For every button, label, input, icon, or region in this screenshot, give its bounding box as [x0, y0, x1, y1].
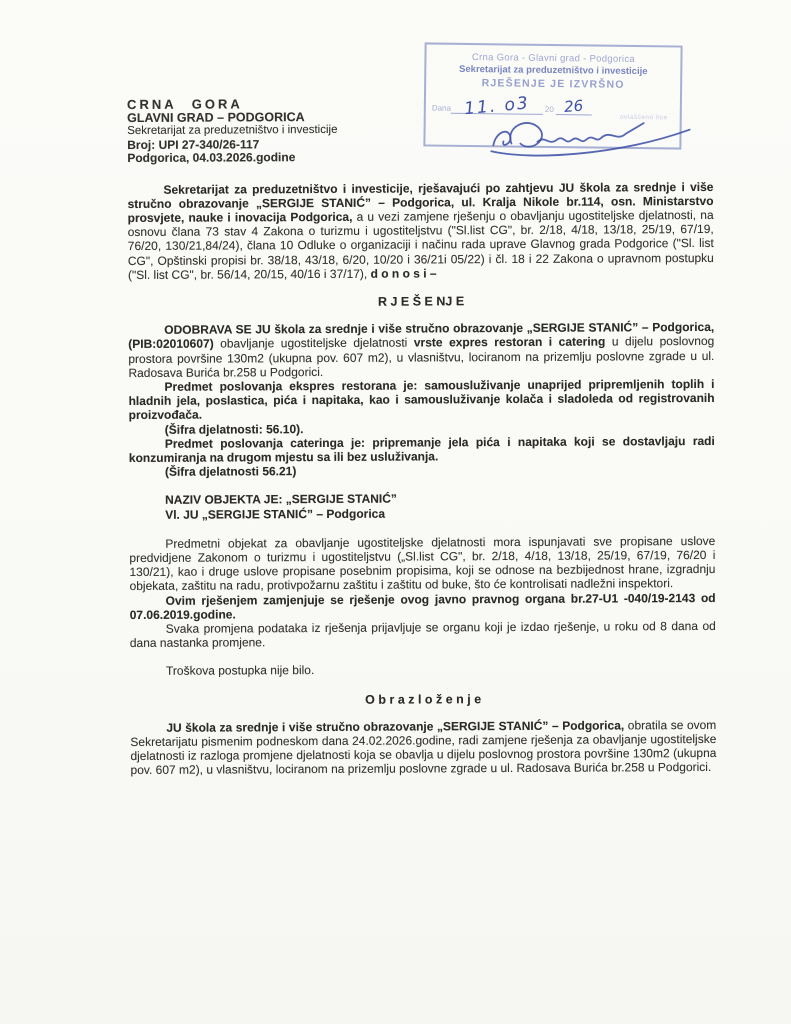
stamp-year-prefix: 20	[544, 104, 554, 115]
bold-text-run: vrste expres restoran i catering	[413, 334, 606, 350]
text-run: Troškova postupka nije bilo.	[165, 663, 315, 679]
bold-text-run: JU škola za srednje i više stručno obrazovanje „SERGIJE STANIĆ” – Podgorica,	[166, 718, 625, 735]
text-run: u dijelu poslovnog prostora površine 130m2 (ukupna pov. 607 m2), u vlasništvu, lociranom na prizemlju poslovne zgrade u ul. Radosava Burića br.258 u Podgorici.	[128, 334, 715, 380]
text-run: obratila se ovom Sekretarijatu pismenim podneskom dana 24.02.2026.godine, radi zamjene rješenja za obavljanje ugostiteljske djelatnosti iz razloga promjene djelatnosti koja se obavlja u dijelu poslovnog prostora površine 130m2 (ukupna pov. 607 m2), u vlasništvu, lociranom na prizemlju poslovne zgrade u ul. Radosava Burića br.258 u Podgorici.	[130, 717, 717, 778]
bold-text-run: (Šifra djelatnosti: 56.10).	[164, 421, 304, 437]
bold-text-run: NAZIV OBJEKTA JE: „SERGIJE STANIĆ”	[165, 491, 397, 508]
stamp-signer-caption: ovlašćeno lice	[619, 113, 668, 122]
paragraph-predmet-ekspres-restorana	[128, 377, 714, 423]
paragraph-vlasnik	[165, 504, 715, 521]
document-content	[127, 95, 717, 778]
paragraph-odobrava-se	[128, 320, 714, 380]
bold-text-run: Predmet poslovanja cateringa je: pripremanje jela pića i napitaka koji se dostavljaju radi konzumiranja na drugom mjestu sa ili bez usluživanja.	[128, 433, 715, 465]
letterhead-case-number: Broj: UPI 27-340/26-117	[127, 136, 260, 152]
text-run: Predmetni objekat za obavljanje ugostiteljske djelatnosti mora ispunjavati sve propisane uslove predvidjene Zakonom o turizmu i ugostiteljstvu („Sl.list CG", br. 2/18, 4/18, 13/18, 25/19, 67/19, 76/20 i 130/21), kao i druge uslove propisane posebnim propisima, koji se odnose na bezbijednost hrane, izgradnju objekata, zaštitu na radu, protivpožarnu zaštitu i zaštitu od buke, što će kontrolisati nadležni inspektori.	[129, 533, 716, 594]
bold-text-run: Vl. JU „SERGIJE STANIĆ” – Podgorica	[165, 506, 386, 522]
text-run: obavljanje ugostiteljske djelatnosti	[213, 335, 414, 351]
bold-text-run: ODOBRAVA SE JU škola za srednje i više stručno obrazovanje „SERGIJE STANIĆ” – Podgorica, (PIB:02010607)	[128, 320, 715, 352]
document-title: R J E Š E NJ E	[377, 294, 465, 309]
stamp-department-line: Sekretarijat za preduzetništvo i investicije	[459, 63, 648, 78]
paragraph-sifra-djelatnosti-5621	[129, 462, 715, 479]
bold-text-run: (Šifra djelatnosti 56.21)	[164, 464, 297, 479]
text-run: Svaka promjena podataka iz rješenja prijavljuje se organu koji je izdao rješenje, u roku od 8 dana od dana nastanka promjene.	[129, 618, 716, 651]
bold-text-run: Sekretarijat za preduzetništvo i investicije, rješavajući po zahtjevu JU škola za srednje i više stručno obrazovanje „SERGIJE STANIĆ” – Podgorica, ul. Kralja Nikole br.114, osn. Ministarstvo prosvjete, nauke i inovacija Podgorica,	[127, 179, 714, 225]
document-body	[127, 179, 716, 777]
stamp-status-line: RJEŠENJE JE IZVRŠNO	[481, 77, 625, 91]
bold-text-run: Ovim rješenjem zamjenjuje se rješenje ovog javno pravnog organa br.27-U1 -040/19-2143 od 07.06.2019.godine.	[129, 590, 716, 622]
letterhead-place-date: Podgorica, 04.03.2026.godine	[127, 150, 296, 165]
paragraph-troskovi-postupka	[130, 661, 716, 678]
text-run: a u vezi zamjene rješenju o obavljanju ugostiteljske djelatnosti, na osnovu člana 73 stav 4 Zakona o turizmu i ugostiteljstvu ("Sl.list CG", br. 2/18, 4/18, 13/18, 25/19, 67/19, 76/20, 130/21,84/24), člana 10 Odluke o organizaciji i načinu rada uprave Glavnog grada Podgorice ("Sl. list CG", Opštinski propisi br. 38/18, 43/18, 6/20, 10/20 i 36/21i 05/22) i čl. 18 i 22 Zakona o upravnom postupku ("Sl. list CG", br. 56/14, 20/15, 40/16 i 37/17),	[127, 207, 714, 282]
paragraph-propisani-uslovi	[129, 534, 715, 594]
stamp-authority-line: Crna Gora - Glavni grad - Podgorica	[471, 52, 636, 65]
handwritten-year: 26	[563, 96, 585, 116]
paragraph-obrazlozenje-body	[130, 718, 716, 778]
section-title-obrazlozenje: O b r a z l o ž e n j e	[365, 691, 482, 707]
paragraph-preamble	[127, 179, 714, 281]
letterhead-country: CRNA GORA	[126, 96, 243, 112]
paragraph-predmet-cateringa	[129, 434, 715, 465]
letterhead	[127, 95, 713, 166]
letterhead-city: GLAVNI GRAD – PODGORICA	[127, 109, 305, 125]
letterhead-department: Sekretarijat za preduzetništvo i investicije	[127, 123, 338, 137]
bold-text-run: Predmet poslovanja ekspres restorana je: samousluživanje unaprijed pripremljenih toplih i hladnih jela, poslastica, pića i napitaka, kao i samousluživanje kolača i sladoleda od registrovanih proizvođača.	[128, 376, 715, 423]
handwritten-date: 11. o3	[463, 93, 531, 120]
bold-text-run: d o n o s i –	[370, 266, 437, 281]
paragraph-prijava-promjena	[130, 619, 716, 650]
paragraph-zamjena-rjesenja	[130, 591, 716, 622]
stamp-date-label: Dana	[431, 103, 452, 113]
